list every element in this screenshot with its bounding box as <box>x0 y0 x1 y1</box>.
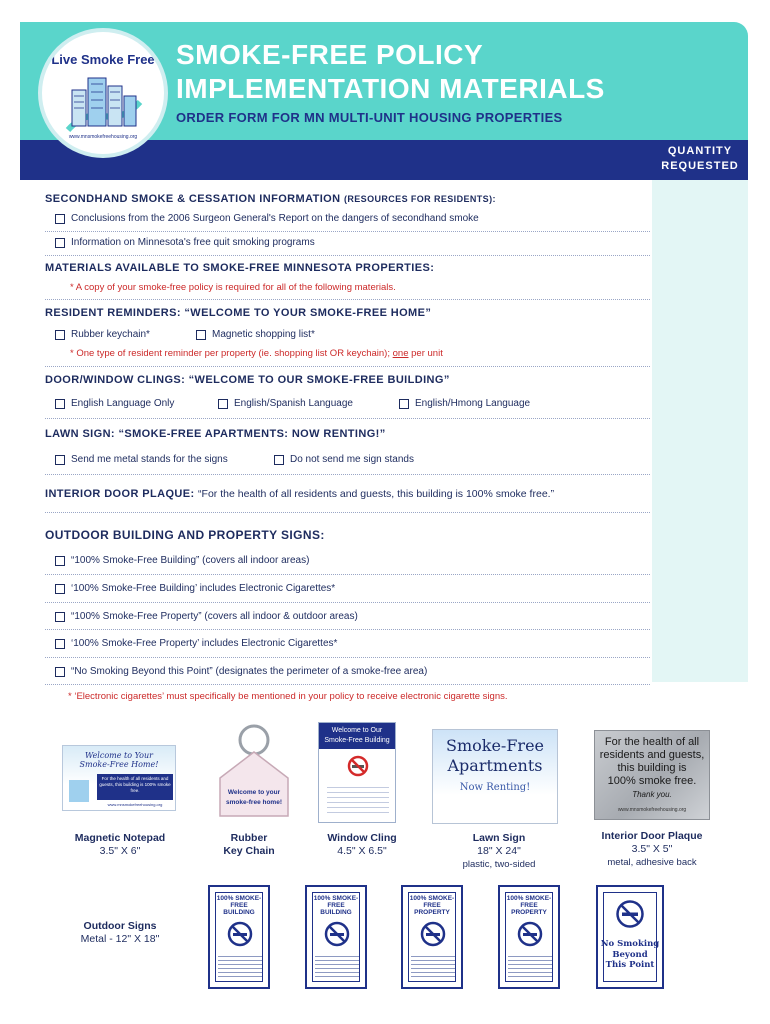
option-outdoor-building[interactable] <box>55 555 309 566</box>
option-surgeon-general-report[interactable] <box>55 213 479 224</box>
product-name: Lawn Sign <box>472 832 526 844</box>
option-label: Conclusions from the 2006 Surgeon General's Report on the dangers of secondhand smoke <box>71 213 479 224</box>
checkbox[interactable] <box>55 330 65 340</box>
quantity-field-surgeon-general-report[interactable] <box>652 207 748 231</box>
checkbox[interactable] <box>55 612 65 622</box>
cling-header <box>319 723 395 749</box>
option-label: “No Smoking Beyond this Point” (designates the perimeter of a smoke-free area) <box>71 666 428 677</box>
policy-required-note: * A copy of your smoke-free policy is required for all of the following materials. <box>70 282 396 293</box>
buildings-icon <box>64 72 144 132</box>
magnetic-notepad-caption <box>60 832 180 858</box>
plaque-line-3: this building is <box>617 762 687 774</box>
reminder-limit-note <box>70 348 443 359</box>
sign-title: 100% SMOKE-FREE PROPERTY <box>409 895 455 916</box>
option-label: ‘100% Smoke-Free Property’ includes Electronic Cigarettes* <box>71 638 338 649</box>
reminder-note-emphasis: one <box>392 348 409 359</box>
divider <box>45 684 650 685</box>
cling-title-2: Smoke-Free Building <box>324 737 390 744</box>
plaque-text <box>595 736 709 788</box>
quantity-header <box>652 144 748 174</box>
option-magnetic-list[interactable] <box>196 329 315 340</box>
resident-reminders-heading: RESIDENT REMINDERS: “WELCOME TO YOUR SMOKE-FREE HOME” <box>45 307 432 319</box>
divider <box>45 255 650 256</box>
option-label: Send me metal stands for the signs <box>71 454 228 465</box>
no-smoking-icon <box>227 921 253 947</box>
quantity-field-door-plaque[interactable] <box>652 482 748 506</box>
checkbox[interactable] <box>55 639 65 649</box>
lawn-sign-title <box>433 736 557 776</box>
option-label: Rubber keychain* <box>71 329 150 340</box>
sign-title: 100% SMOKE-FREE PROPERTY <box>506 895 552 916</box>
sign-title: 100% SMOKE-FREE BUILDING <box>216 895 262 916</box>
materials-heading: MATERIALS AVAILABLE TO SMOKE-FREE MINNESOTA PROPERTIES: <box>45 262 435 274</box>
outdoor-signs-caption <box>70 920 170 946</box>
sign-fine-print <box>218 953 262 977</box>
plaque-url: www.mnsmokefreehousing.org <box>617 807 687 813</box>
option-no-smoking-beyond[interactable] <box>55 666 427 677</box>
outdoor-sign-no-smoking-beyond <box>596 885 664 989</box>
no-smoking-icon <box>615 899 645 929</box>
checkbox[interactable] <box>218 399 228 409</box>
sign-line-1: No Smoking <box>600 939 660 949</box>
product-detail: metal, adhesive back <box>607 857 697 868</box>
checkbox[interactable] <box>399 399 409 409</box>
divider <box>45 657 650 658</box>
interior-plaque-heading <box>45 488 554 500</box>
checkbox[interactable] <box>55 667 65 677</box>
divider <box>45 418 650 419</box>
lawn-sign-caption <box>436 832 562 871</box>
sign-fine-print <box>411 953 455 977</box>
checkbox[interactable] <box>55 584 65 594</box>
secondhand-smoke-heading <box>45 193 496 205</box>
quantity-field-outdoor-sign-3[interactable] <box>652 605 748 629</box>
rubber-keychain-caption <box>206 832 292 858</box>
option-rubber-keychain[interactable] <box>55 329 150 340</box>
notepad-image-url: www.mnsmokefreehousing.org <box>107 802 163 807</box>
plaque-heading-text: INTERIOR DOOR PLAQUE: <box>45 488 195 500</box>
notepad-image-body: For the health of all residents and guests, this building is 100% smoke free. <box>97 774 173 800</box>
sign-title <box>600 939 660 971</box>
option-label: English/Hmong Language <box>415 398 531 409</box>
quantity-field-clings[interactable] <box>652 392 748 416</box>
lawn-sign-title-1: Smoke-Free <box>445 736 545 755</box>
lawn-sign-title-2: Apartments <box>447 756 543 775</box>
product-name: Window Cling <box>327 832 397 844</box>
option-no-stands[interactable] <box>274 454 414 465</box>
window-cling-image <box>318 722 396 823</box>
lawn-sign-subtitle: Now Renting! <box>459 782 531 793</box>
notepad-image-title: Welcome to Your Smoke-Free Home! <box>79 751 159 769</box>
sign-title: 100% SMOKE-FREE BUILDING <box>313 895 359 916</box>
plaque-line-2: residents and guests, <box>599 749 705 761</box>
option-label: Magnetic shopping list* <box>212 329 315 340</box>
option-label: Do not send me sign stands <box>290 454 414 465</box>
outdoor-sign-building <box>208 885 270 989</box>
quantity-field-lawn-sign[interactable] <box>652 448 748 472</box>
cling-title-1: Welcome to Our <box>331 727 383 734</box>
product-size: Metal - 12" X 18" <box>80 933 160 945</box>
divider <box>45 629 650 630</box>
lawn-sign-image <box>432 729 558 824</box>
lawn-sign-heading: LAWN SIGN: “SMOKE-FREE APARTMENTS: NOW RENTING!” <box>45 428 386 440</box>
product-detail: plastic, two-sided <box>462 859 536 870</box>
product-size: 18" X 24" <box>477 845 521 857</box>
checkbox[interactable] <box>55 455 65 465</box>
secondhand-heading-suffix: (RESOURCES FOR RESIDENTS): <box>343 194 496 204</box>
no-smoking-icon <box>420 921 446 947</box>
checkbox[interactable] <box>196 330 206 340</box>
option-send-stands[interactable] <box>55 454 228 465</box>
product-name: Rubber <box>230 832 268 844</box>
quantity-label: QUANTITY <box>667 145 733 157</box>
plaque-description: “For the health of all residents and guests, this building is 100% smoke free.” <box>198 488 555 500</box>
outdoor-signs-heading: OUTDOOR BUILDING AND PROPERTY SIGNS: <box>45 528 325 542</box>
interior-plaque-image <box>594 730 710 820</box>
requested-label: REQUESTED <box>661 160 739 172</box>
product-size: 3.5" X 5" <box>631 843 673 855</box>
reminder-note-text: * One type of resident reminder per property (ie. shopping list OR keychain); <box>70 348 390 359</box>
logo-title: Live Smoke Free <box>51 52 155 67</box>
logo-url: www.mnsmokefreehousing.org <box>68 134 138 140</box>
live-smoke-free-logo <box>38 28 168 158</box>
option-label: ‘100% Smoke-Free Building’ includes Electronic Cigarettes* <box>71 583 336 594</box>
option-quit-programs[interactable] <box>55 237 315 248</box>
quantity-field-outdoor-sign-2[interactable] <box>652 577 748 601</box>
no-smoking-icon <box>517 921 543 947</box>
keychain-text-2: smoke-free home! <box>226 799 282 806</box>
quantity-field-outdoor-sign-1[interactable] <box>652 549 748 573</box>
product-name: Outdoor Signs <box>83 920 157 932</box>
option-label: “100% Smoke-Free Property” (covers all indoor & outdoor areas) <box>71 611 358 622</box>
no-smoking-icon <box>347 755 369 777</box>
secondhand-heading-text: SECONDHAND SMOKE & CESSATION INFORMATION <box>45 193 341 205</box>
outdoor-sign-property-ecig <box>498 885 560 989</box>
option-label: English/Spanish Language <box>234 398 353 409</box>
quantity-field-outdoor-sign-5[interactable] <box>652 660 748 684</box>
option-outdoor-property[interactable] <box>55 611 358 622</box>
outdoor-sign-building-ecig <box>305 885 367 989</box>
option-english-only[interactable] <box>55 398 174 409</box>
cling-fine-print <box>327 783 389 813</box>
door-window-clings-heading: DOOR/WINDOW CLINGS: “WELCOME TO OUR SMOKE-FREE BUILDING” <box>45 374 450 386</box>
interior-plaque-caption <box>594 830 710 869</box>
keychain-text-1: Welcome to your <box>227 789 281 796</box>
product-name: Interior Door Plaque <box>601 830 703 842</box>
sign-line-2: Beyond <box>612 949 648 960</box>
option-english-spanish[interactable] <box>218 398 353 409</box>
option-label: English Language Only <box>71 398 175 409</box>
checkbox[interactable] <box>55 214 65 224</box>
option-label: “100% Smoke-Free Building” (covers all indoor areas) <box>71 555 310 566</box>
option-english-hmong[interactable] <box>399 398 530 409</box>
rubber-keychain-image <box>206 722 302 822</box>
divider <box>45 602 650 603</box>
product-name: Magnetic Notepad <box>74 832 166 844</box>
divider <box>45 366 650 367</box>
product-size: 4.5" X 6.5" <box>337 845 387 857</box>
divider <box>45 231 650 232</box>
window-cling-caption <box>318 832 406 858</box>
checkbox[interactable] <box>55 399 65 409</box>
reminder-note-end: per unit <box>411 348 443 359</box>
sign-fine-print <box>508 953 552 977</box>
checkbox[interactable] <box>55 556 65 566</box>
sign-fine-print <box>315 953 359 977</box>
building-icon <box>69 780 89 802</box>
divider <box>45 512 650 513</box>
checkbox[interactable] <box>55 238 65 248</box>
product-size: 3.5" X 6" <box>99 845 141 857</box>
sign-line-3: This Point <box>605 960 655 970</box>
quantity-field-outdoor-sign-4[interactable] <box>652 632 748 656</box>
quantity-field-resident-reminders[interactable] <box>652 323 748 347</box>
no-smoking-icon <box>324 921 350 947</box>
option-outdoor-building-ecig[interactable] <box>55 583 335 594</box>
quantity-field-quit-programs[interactable] <box>652 231 748 255</box>
plaque-line-4: 100% smoke free. <box>607 775 697 787</box>
divider <box>45 299 650 300</box>
divider <box>45 474 650 475</box>
outdoor-sign-property <box>401 885 463 989</box>
option-outdoor-property-ecig[interactable] <box>55 638 337 649</box>
magnetic-notepad-image <box>62 745 176 811</box>
divider <box>45 574 650 575</box>
ecig-note: * ‘Electronic cigarettes’ must specifically be mentioned in your policy to receive electronic cigarette signs. <box>68 691 508 702</box>
plaque-line-1: For the health of all <box>604 736 700 748</box>
product-name-line-2: Key Chain <box>223 845 275 857</box>
option-label: Information on Minnesota's free quit smoking programs <box>71 237 315 248</box>
page-subtitle: ORDER FORM FOR MN MULTI-UNIT HOUSING PROPERTIES <box>176 110 563 125</box>
page-title: SMOKE-FREE POLICY IMPLEMENTATION MATERIALS <box>176 39 605 104</box>
checkbox[interactable] <box>274 455 284 465</box>
plaque-thanks: Thank you. <box>632 790 672 799</box>
